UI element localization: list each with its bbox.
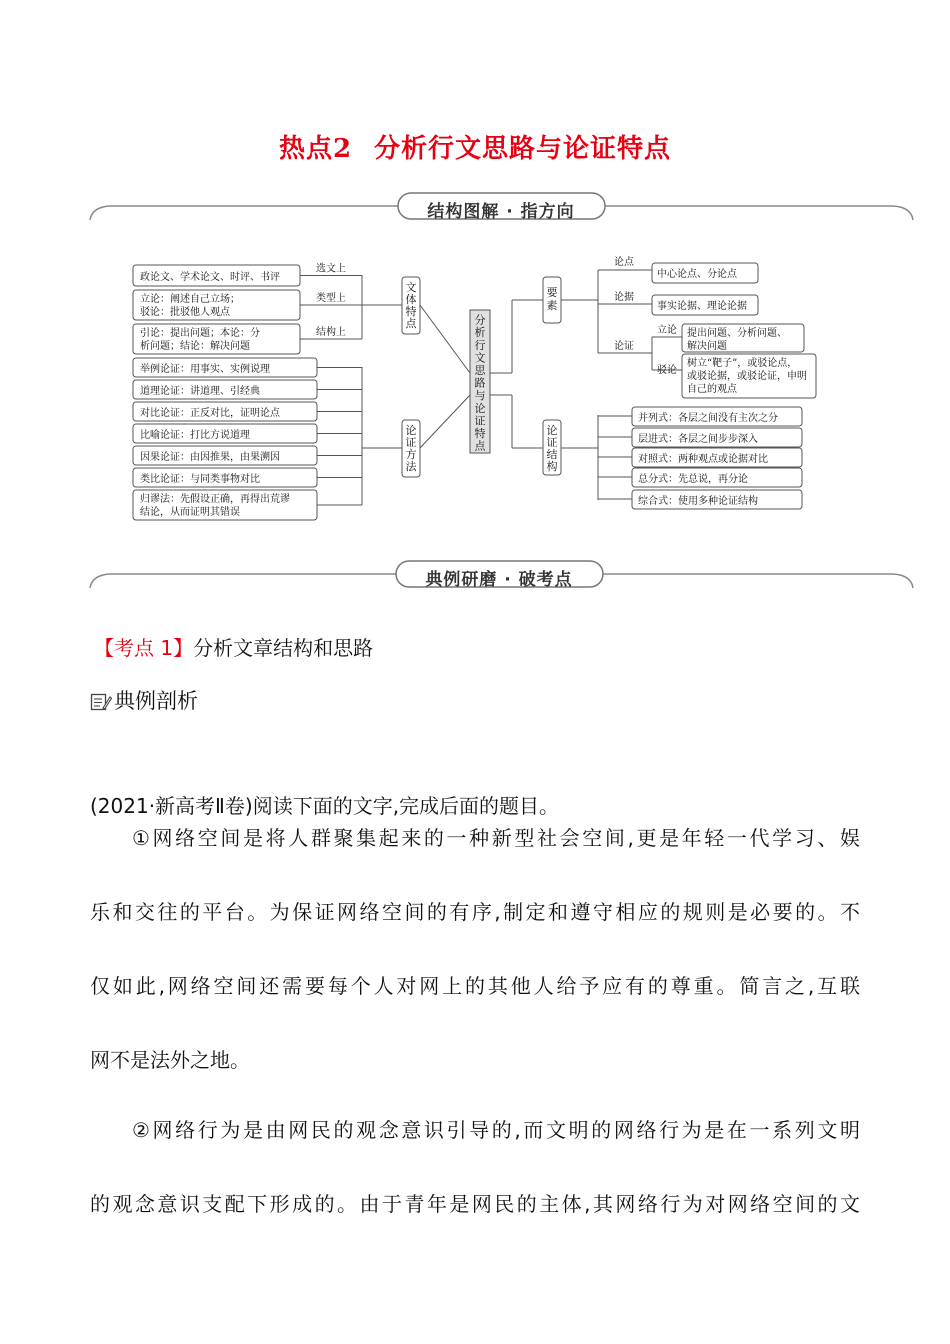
method-text: 对比论证：正反对比，证明论点 xyxy=(140,408,280,419)
right-box-text: 或驳论据，或驳论证，申明 xyxy=(687,371,807,382)
group-label-elements: 要素 xyxy=(546,286,558,312)
right-box-text: 提出问题、分析问题、 xyxy=(687,328,787,339)
right-box-text: 自己的观点 xyxy=(687,384,737,395)
connector-line xyxy=(420,395,470,448)
right-box-text: 解决问题 xyxy=(687,341,727,352)
center-label: 分析行文思路与论证特点 xyxy=(474,313,486,453)
question-intro: (2021·新高考Ⅱ卷)阅读下面的文字,完成后面的题目。 xyxy=(90,794,560,818)
connector-line xyxy=(420,305,470,373)
structure-text: 对照式：两种观点或论据对比 xyxy=(638,454,768,465)
paragraph-2 xyxy=(90,1118,860,1266)
group-label-method: 论证方法 xyxy=(405,424,417,473)
right-branch-label: 论据 xyxy=(614,292,634,303)
left-box-text: 析问题；结论：解决问题 xyxy=(140,341,250,352)
method-text: 比喻论证：打比方说道理 xyxy=(140,430,250,441)
method-text: 因果论证：由因推果，由果溯因 xyxy=(140,452,280,463)
right-sub-label: 驳论 xyxy=(657,365,677,376)
title-number: 2 xyxy=(332,134,353,164)
section-tag: 【考点 1】 xyxy=(94,636,194,660)
paragraph-line: ②网络行为是由网民的观念意识引导的,而文明的网络行为是在一系列文明 xyxy=(132,1118,860,1142)
subheading-text: 典例剖析 xyxy=(114,689,198,713)
method-text: 举例论证：用事实、实例说理 xyxy=(140,364,270,375)
group-label-style: 文体特点 xyxy=(405,281,417,330)
banner-bottom: 典例研磨 · 破考点 xyxy=(425,570,573,590)
section-title: 分析文章结构和思路 xyxy=(193,636,374,660)
section-heading xyxy=(94,632,373,661)
paragraph-line: 网不是法外之地。 xyxy=(90,1048,250,1072)
left-box-text: 引论：提出问题；本论：分 xyxy=(140,328,260,339)
right-box-text: 事实论据、理论论据 xyxy=(657,301,747,312)
method-text: 结论，从而证明其错误 xyxy=(140,507,240,518)
right-box-text: 树立“靶子”，或驳论点， xyxy=(687,358,798,369)
right-branch-label: 论点 xyxy=(614,257,634,268)
method-text: 类比论证：与同类事物对比 xyxy=(140,474,260,485)
paragraph-line: 的观念意识支配下形成的。由于青年是网民的主体,其网络行为对网络空间的文 xyxy=(90,1192,860,1216)
paragraph-line: 乐和交往的平台。为保证网络空间的有序,制定和遵守相应的规则是必要的。不 xyxy=(90,900,860,924)
left-branch-label: 结构上 xyxy=(316,327,346,338)
right-sub-label: 立论 xyxy=(657,325,677,336)
method-text: 归谬法：先假设正确，再得出荒谬 xyxy=(140,494,290,505)
left-box-text: 政论文、学术论文、时评、书评 xyxy=(140,272,280,283)
structure-text: 并列式：各层之间没有主次之分 xyxy=(638,413,778,424)
right-branch-label: 论证 xyxy=(614,341,634,352)
notepad-icon xyxy=(90,692,112,712)
structure-text: 综合式：使用多种论证结构 xyxy=(638,496,758,507)
left-box-text: 驳论：批驳他人观点 xyxy=(140,307,230,318)
left-branch-label: 类型上 xyxy=(316,293,346,304)
paragraph-line: 仅如此,网络空间还需要每个人对网上的其他人给予应有的尊重。简言之,互联 xyxy=(90,974,860,998)
paragraph-line: ①网络空间是将人群聚集起来的一种新型社会空间,更是年轻一代学习、娱 xyxy=(132,826,860,850)
structure-diagram xyxy=(0,245,950,535)
left-branch-label: 选文上 xyxy=(316,263,346,275)
structure-text: 总分式：先总说，再分论 xyxy=(638,474,748,485)
page-title xyxy=(0,128,950,165)
group-label-structure: 论证结构 xyxy=(546,424,558,473)
left-box-text: 立论：阐述自己立场； xyxy=(140,294,240,305)
paragraph-1 xyxy=(90,826,860,1122)
banner-top: 结构图解 · 指方向 xyxy=(427,202,575,222)
title-text: 分析行文思路与论证特点 xyxy=(374,134,672,164)
method-text: 道理论证：讲道理、引经典 xyxy=(140,386,260,397)
structure-text: 层进式：各层之间步步深入 xyxy=(638,434,758,445)
right-box-text: 中心论点、分论点 xyxy=(657,269,737,280)
subheading xyxy=(90,685,198,715)
title-prefix: 热点 xyxy=(278,134,333,164)
